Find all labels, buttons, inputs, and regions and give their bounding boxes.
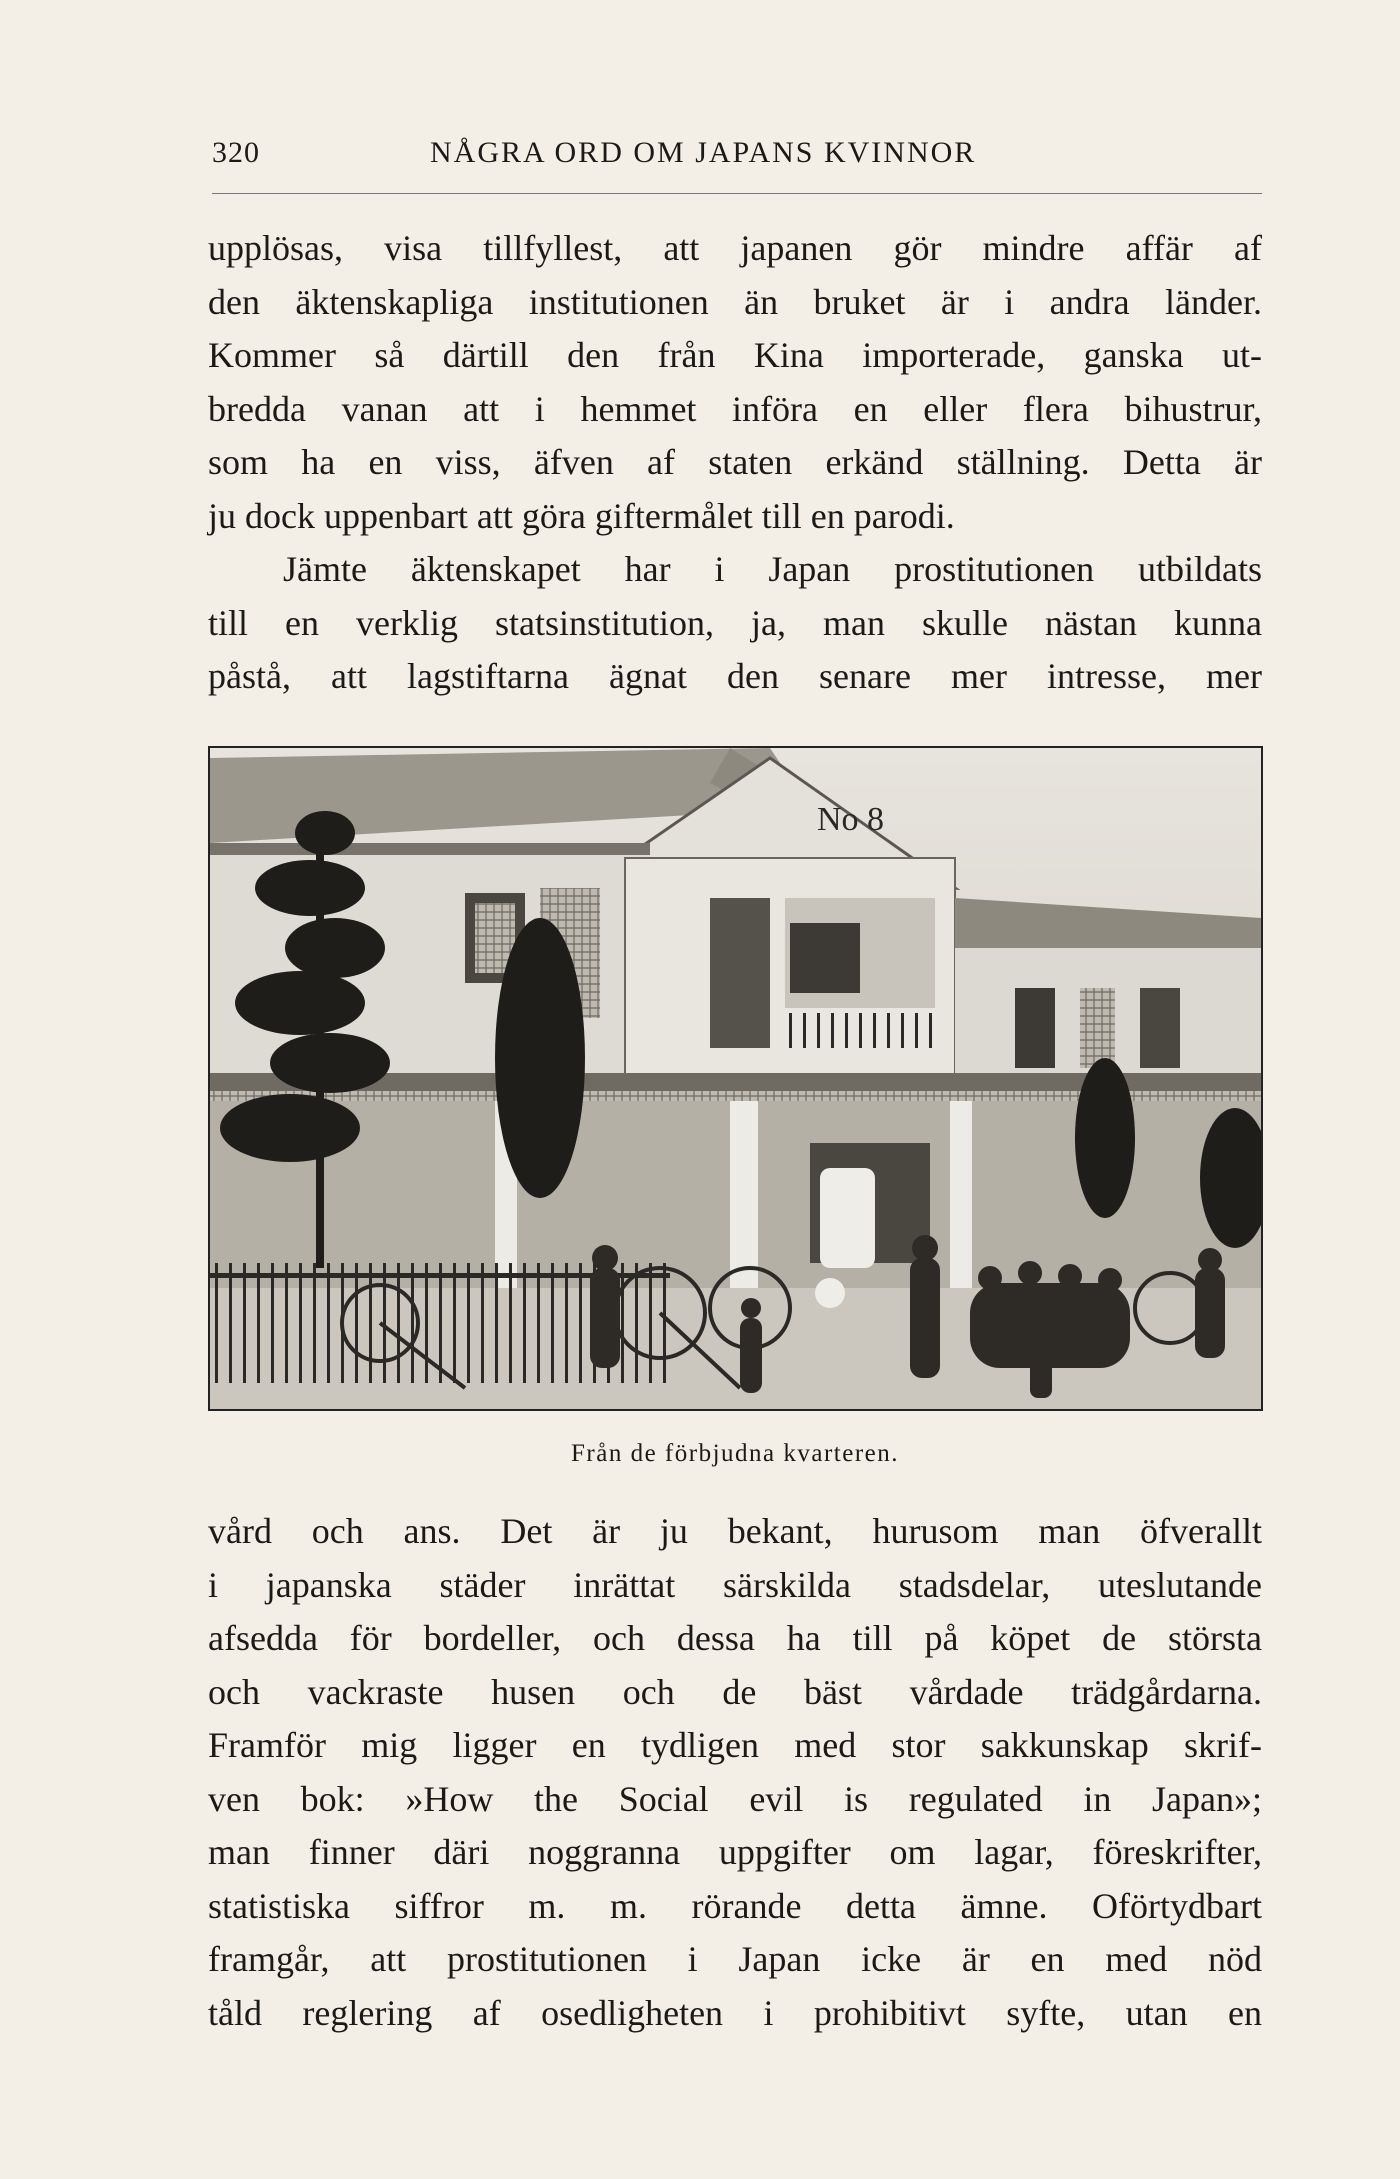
- text-line: statistiska siffror m. m. rörande detta ämne. Oförtydbart: [208, 1885, 1262, 1926]
- text-line: Jämte äktenskapet har i Japan prostitutionen utbildats: [283, 549, 1262, 589]
- text-line: vård och ans. Det är ju bekant, hurusom man öfverallt: [208, 1511, 1262, 1551]
- text-line: i japanska städer inrättat särskilda stadsdelar, uteslutande: [208, 1564, 1262, 1605]
- figure-caption: Från de förbjudna kvarteren.: [571, 1440, 899, 1467]
- running-header: [212, 136, 1262, 176]
- text-line: man finner däri noggranna uppgifter om lagar, föreskrifter,: [208, 1832, 1262, 1872]
- text-line: som ha en viss, äfven af staten erkänd ställning. Detta är: [208, 442, 1262, 482]
- text-line: framgår, att prostitutionen i Japan icke är en med nöd: [208, 1939, 1262, 1979]
- text-line: den äktenskapliga institutionen än bruket är i andra länder.: [208, 281, 1262, 322]
- running-title: NÅGRA ORD OM JAPANS KVINNOR: [430, 136, 977, 169]
- text-line: Kommer så därtill den från Kina importerade, ganska ut-: [208, 335, 1262, 375]
- text-line: afsedda för bordeller, och dessa ha till på köpet de största: [208, 1618, 1262, 1658]
- halftone-photograph: [208, 746, 1263, 1411]
- text-line: och vackraste husen och de bäst vårdade trädgårdarna.: [208, 1671, 1262, 1712]
- text-line: Framför mig ligger en tydligen med stor sakkunskap skrif-: [208, 1725, 1262, 1765]
- text-line: bredda vanan att i hemmet införa en eller flera bihustrur,: [208, 388, 1262, 429]
- text-line: till en verklig statsinstitution, ja, man skulle nästan kunna: [208, 602, 1262, 643]
- text-line: ven bok: »How the Social evil is regulated in Japan»;: [208, 1778, 1262, 1819]
- body-text-bottom: [208, 1505, 1262, 2040]
- body-text-top: [208, 222, 1262, 704]
- building-photo-illustration: [210, 748, 1261, 1409]
- header-rule: [212, 193, 1262, 194]
- text-line: upplösas, visa tillfyllest, att japanen gör mindre affär af: [208, 228, 1262, 268]
- text-line: tåld reglering af osedligheten i prohibitivt syfte, utan en: [208, 1992, 1262, 2033]
- page-number: 320: [212, 136, 260, 169]
- text-line: påstå, att lagstiftarna ägnat den senare mer intresse, mer: [208, 656, 1262, 696]
- text-line: ju dock uppenbart att göra giftermålet till en parodi.: [208, 495, 955, 536]
- building-sign: No 8: [817, 801, 885, 838]
